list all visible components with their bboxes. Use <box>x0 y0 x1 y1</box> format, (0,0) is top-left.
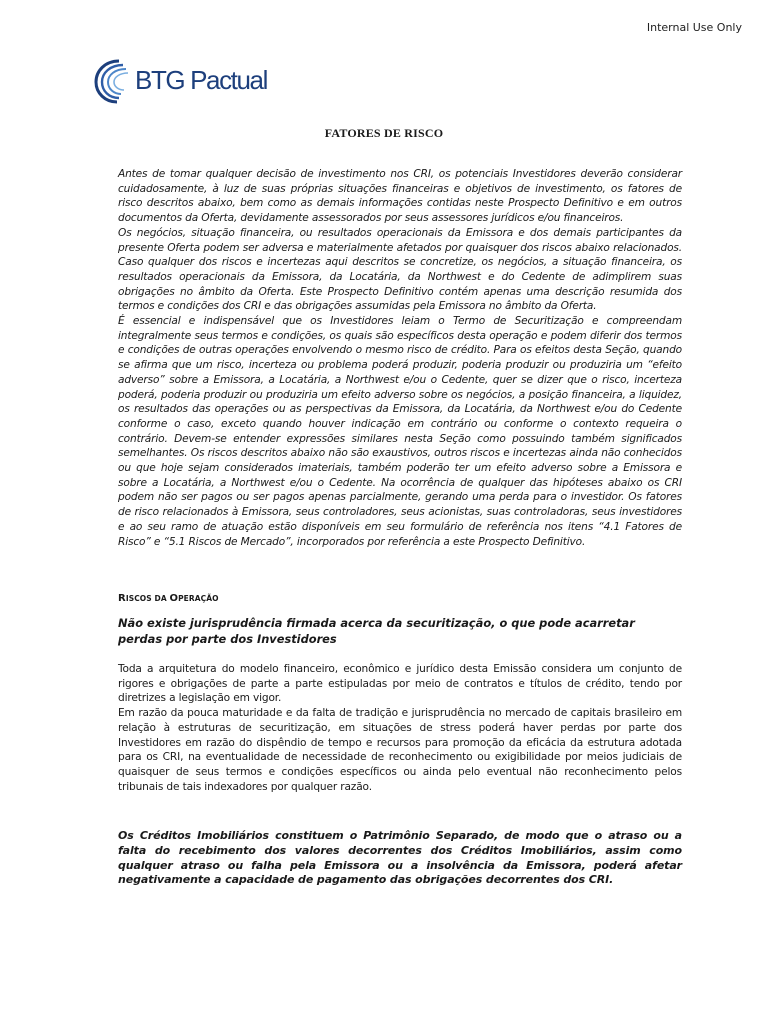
intro-paragraph: É essencial e indispensável que os Investidores leiam o Termo de Securitização e compreendam integralmente seus termos e condições, os quais são específicos desta operação e podem diferir dos termos e condições de outras operações envolvendo o mesmo risco de crédito. Para os efeitos desta Seção, quando se afirma que um risco, incerteza ou problema poderá produzir, poderia produzir ou produziria um “efeito adverso” sobre a Emissora, a Locatária, a Northwest e/ou o Cedente, quer se dizer que o risco, incerteza poderá, poderia produzir ou produziria um efeito adverso sobre os negócios, a posição financeira, a liquidez, os resultados das operações ou as perspectivas da Emissora, da Locatária, da Northwest e/ou do Cedente conforme o caso, exceto quando houver indicação em contrário ou conforme o contexto requeira o contrário. Devem-se entender expressões similares nesta Seção como possuindo também significados semelhantes. Os riscos descritos abaixo não são exaustivos, outros riscos e incertezas ainda não conhecidos ou que hoje sejam considerados imateriais, também poderão ter um efeito adverso sobre a Emissora e sobre a Locatária, a Northwest e/ou o Cedente. Na ocorrência de qualquer das hipóteses abaixo os CRI podem não ser pagos ou ser pagos apenas parcialmente, gerando uma perda para o investidor. Os fatores de risco relacionados à Emissora, seus controladores, seus acionistas, suas controladoras, seus investidores e ao seu ramo de atuação estão disponíveis em seu formulário de referência nos itens “4.1 Fatores de Risco” e “5.1 Riscos de Mercado”, incorporados por referência a este Prospecto Definitivo. <box>118 315 682 548</box>
heading-smallcaps: ISCOS DA <box>125 594 170 603</box>
logo-wordmark: BTG Pactual <box>135 65 267 95</box>
logo-swoosh-icon <box>93 55 137 107</box>
risk-paragraph: Toda a arquitetura do modelo financeiro, econômico e jurídico desta Emissão considera um conjunto de rigores e obrigações de parte a parte estipuladas por meio de contratos e títulos de crédito, tendo por diretrizes a legislação em vigor. <box>118 663 682 705</box>
intro-section <box>118 167 682 549</box>
risk-paragraph: Em razão da pouca maturidade e da falta de tradição e jurisprudência no mercado de capitais brasileiro em relação à estruturas de securitização, em situações de stress poderá haver perdas por parte dos Investidores em razão do dispêndio de tempo e recursos para promoção da eficácia da estrutura adotada para os CRI, na eventualidade de necessidade de reconhecimento ou exigibilidade por meios judiciais de quaisquer de seus termos e condições específicos ou ainda pelo eventual não reconhecimento pelos tribunais de tais indexadores por qualquer razão. <box>118 707 682 793</box>
heading-cap: O <box>169 593 179 604</box>
page-title: FATORES DE RISCO <box>324 126 444 140</box>
heading-smallcaps: PERAÇÃO <box>178 594 219 603</box>
risk-body <box>118 662 682 794</box>
btg-pactual-logo <box>93 55 267 107</box>
closing-statement: Os Créditos Imobiliários constituem o Patrimônio Separado, de modo que o atraso ou a falta do recebimento dos valores decorrentes dos Créditos Imobiliários, assim como qualquer atraso ou falha pela Emissora ou a insolvência da Emissora, poderá afetar negativamente a capacidade de pagamento das obrigações decorrentes dos CRI. <box>118 829 682 887</box>
classification-label: Internal Use Only <box>646 21 742 34</box>
risk-factor-title: Não existe jurisprudência firmada acerca da securitização, o que pode acarretar perdas por parte dos Investidores <box>118 616 635 646</box>
intro-paragraph: Os negócios, situação financeira, ou resultados operacionais da Emissora e dos demais participantes da presente Oferta podem ser adversa e materialmente afetados por quaisquer dos riscos abaixo relacionados. Caso qualquer dos riscos e incertezas aqui descritos se concretize, os negócios, a situação financeira, os resultados operacionais da Emissora, da Locatária, da Northwest e do Cedente de adimplirem suas obrigações no âmbito da Oferta. Este Prospecto Definitivo contém apenas uma descrição resumida dos termos e condições dos CRI e das obrigações assumidas pela Emissora no âmbito da Oferta. <box>118 226 682 313</box>
heading-cap: R <box>118 593 126 604</box>
section-heading <box>118 593 219 604</box>
intro-paragraph: Antes de tomar qualquer decisão de investimento nos CRI, os potenciais Investidores deverão considerar cuidadosamente, à luz de suas próprias situações financeiras e objetivos de investimento, os fatores de risco descritos abaixo, bem como as demais informações contidas neste Prospecto Definitivo e em outros documentos da Oferta, devidamente assessorados por seus assessores jurídicos e/ou financeiros. <box>118 168 682 225</box>
